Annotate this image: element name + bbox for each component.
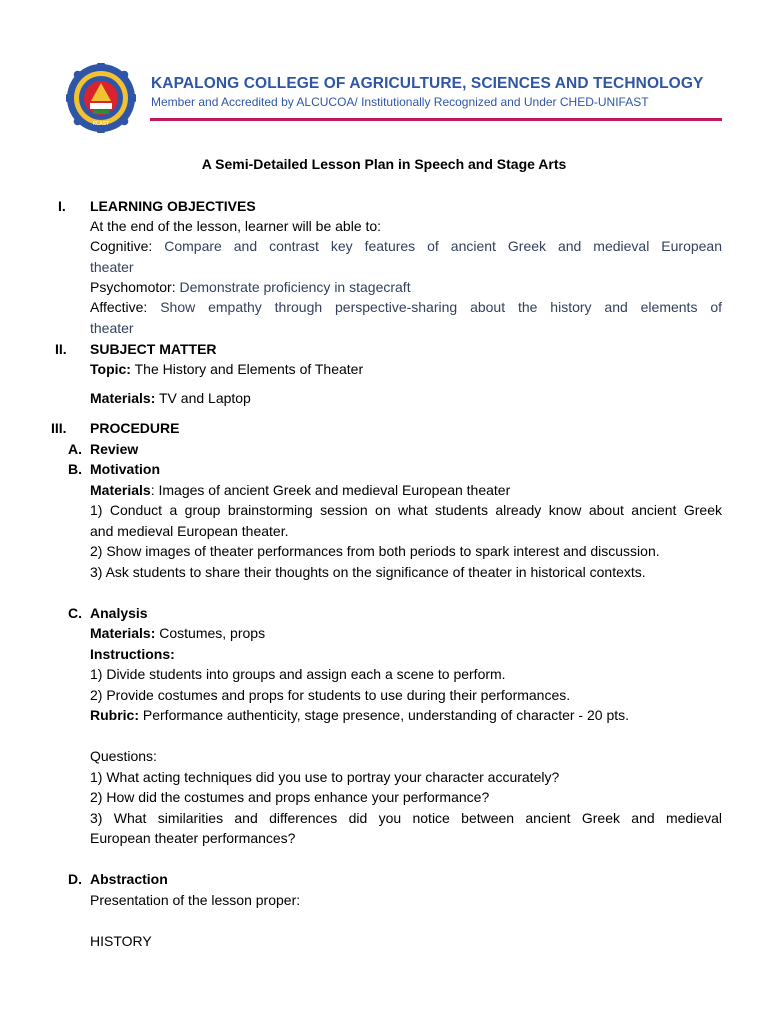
objective-affective (90, 297, 722, 318)
section-heading-subject-matter: SUBJECT MATTER (90, 341, 217, 357)
section-heading-objectives: LEARNING OBJECTIVES (90, 198, 256, 214)
affective-label: Affective: (90, 299, 148, 315)
affective-text: Show empathy through perspective-sharing about the history and elements of (160, 299, 722, 315)
subject-topic (90, 359, 722, 380)
materials-label: Materials (90, 482, 151, 498)
objective-cognitive-cont: theater (90, 259, 134, 275)
materials-text: TV and Laptop (159, 390, 251, 406)
college-seal-logo (66, 63, 136, 133)
question-3: 3) What similarities and differences did you notice between ancient Greek and medieval (90, 810, 722, 826)
instruction-1: 1) Divide students into groups and assign each a scene to perform. (90, 666, 506, 682)
topic-label: Topic: (90, 361, 131, 377)
question-3-cont: European theater performances? (90, 830, 296, 846)
instruction-2: 2) Provide costumes and props for students to use during their performances. (90, 687, 571, 703)
motivation-step-2: 2) Show images of theater performances from both periods to spark interest and discussion. (90, 543, 660, 559)
step-letter: A. (68, 441, 82, 457)
abstraction-history-heading: HISTORY (90, 933, 152, 949)
materials-text: Costumes, props (159, 625, 266, 641)
abstraction-presentation: Presentation of the lesson proper: (90, 892, 301, 908)
materials-label: Materials: (90, 390, 156, 406)
motivation-step-1: 1) Conduct a group brainstorming session on what students already know about ancient Greek (90, 502, 722, 518)
materials-label: Materials: (90, 625, 156, 641)
cognitive-label: Cognitive: (90, 238, 153, 254)
cognitive-text: Compare and contrast key features of ancient Greek and medieval European (164, 238, 722, 254)
section-number: III. (51, 420, 67, 436)
step-letter: C. (68, 605, 82, 621)
college-name: KAPALONG COLLEGE OF AGRICULTURE, SCIENCES AND TECHNOLOGY (151, 75, 704, 92)
letterhead (66, 63, 726, 133)
step-analysis: Analysis (90, 605, 148, 621)
objectives-intro: At the end of the lesson, learner will be able to: (90, 218, 382, 234)
motivation-materials (90, 480, 722, 501)
step-letter: B. (68, 461, 82, 477)
college-accreditation: Member and Accredited by ALCUCOA/ Institutionally Recognized and Under CHED-UNIFAST (151, 95, 649, 109)
section-number: II. (55, 341, 67, 357)
document-title: A Semi-Detailed Lesson Plan in Speech and Stage Arts (201, 156, 567, 172)
question-1: 1) What acting techniques did you use to portray your character accurately? (90, 769, 560, 785)
header-divider (150, 118, 722, 121)
instructions-label: Instructions: (90, 646, 175, 662)
topic-text: The History and Elements of Theater (134, 361, 364, 377)
step-abstraction: Abstraction (90, 871, 168, 887)
objective-cognitive (90, 236, 722, 257)
psychomotor-text: Demonstrate proficiency in stagecraft (179, 279, 411, 295)
motivation-step-3: 3) Ask students to share their thoughts on the significance of theater in historical contexts. (90, 564, 646, 580)
section-heading-procedure: PROCEDURE (90, 420, 180, 436)
motivation-step-1-cont: and medieval European theater. (90, 523, 289, 539)
objective-affective-cont: theater (90, 320, 134, 336)
step-letter: D. (68, 871, 82, 887)
materials-text: : Images of ancient Greek and medieval European theater (150, 482, 511, 498)
psychomotor-label: Psychomotor: (90, 279, 176, 295)
subject-materials (90, 388, 722, 409)
analysis-rubric (90, 705, 722, 726)
rubric-text: Performance authenticity, stage presence, understanding of character - 20 pts. (142, 707, 630, 723)
logo-text: KCAST (92, 121, 110, 127)
objective-psychomotor (90, 277, 722, 298)
step-motivation: Motivation (90, 461, 160, 477)
step-review: Review (90, 441, 139, 457)
question-2: 2) How did the costumes and props enhance your performance? (90, 789, 490, 805)
analysis-materials (90, 623, 722, 644)
questions-label: Questions: (90, 748, 157, 764)
rubric-label: Rubric: (90, 707, 139, 723)
section-number: I. (58, 198, 66, 214)
